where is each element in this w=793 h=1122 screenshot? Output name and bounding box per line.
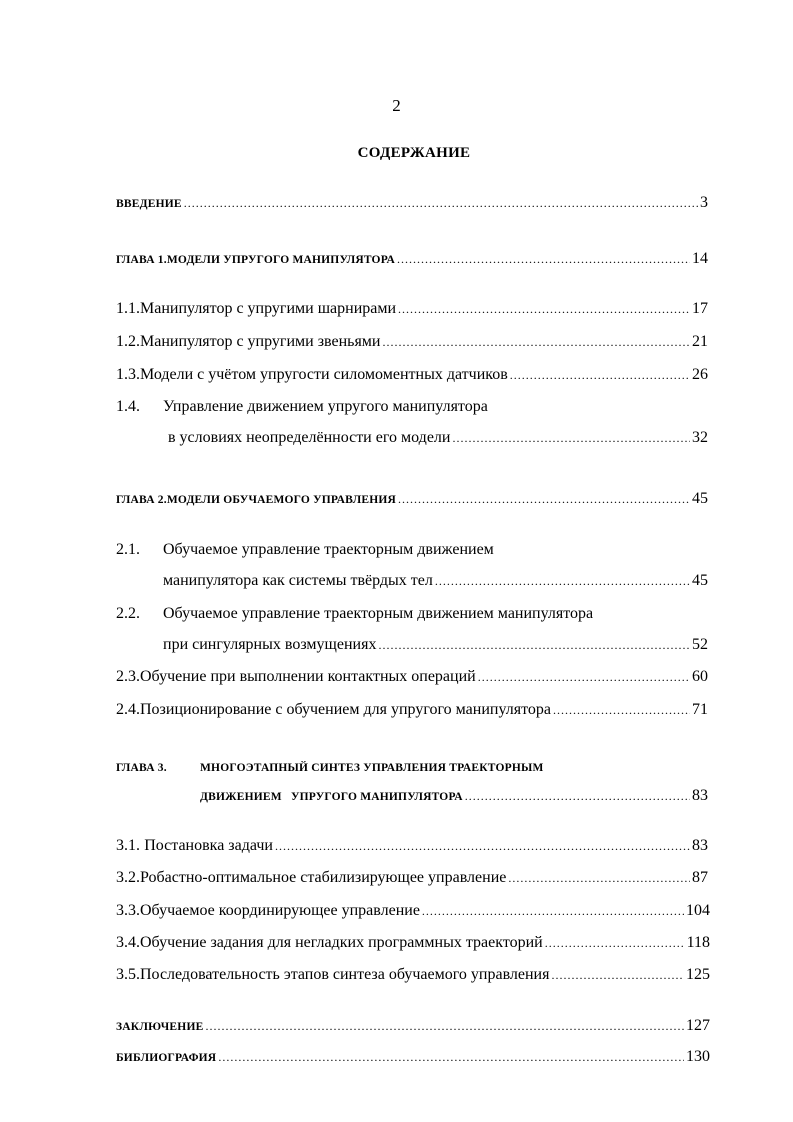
toc-page-number: 83	[692, 837, 708, 854]
toc-section	[116, 603, 708, 625]
section-number: 2.1.	[116, 541, 140, 558]
toc-section	[116, 331, 708, 353]
section-title-continued: манипулятора как системы твёрдых тел	[163, 572, 433, 589]
toc-section-continuation	[163, 570, 708, 592]
dot-leader	[397, 248, 690, 270]
dot-leader	[422, 900, 684, 922]
toc-conclusion	[116, 1015, 710, 1037]
section-number: 1.4.	[116, 398, 140, 415]
toc-section	[116, 867, 708, 889]
toc-page-number: 26	[692, 366, 708, 383]
section-title: Позиционирование с обучением для упругого манипулятора	[140, 701, 551, 718]
section-title-continued: при сингулярных возмущениях	[163, 636, 377, 653]
section-title: Манипулятор с упругими шарнирами	[140, 300, 397, 317]
toc-section	[116, 932, 710, 954]
toc-section	[116, 835, 708, 857]
toc-section	[116, 396, 708, 418]
toc-page-number: 83	[692, 787, 708, 804]
dot-leader	[218, 1046, 684, 1068]
toc-page-number: 130	[686, 1048, 710, 1065]
dot-leader	[545, 932, 685, 954]
toc-section	[116, 699, 708, 721]
toc-section	[116, 364, 708, 386]
toc-section-continuation	[168, 427, 708, 449]
dot-leader	[205, 1015, 684, 1037]
dot-leader	[383, 331, 691, 353]
toc-entry-label: ЗАКЛЮЧЕНИЕ	[116, 1021, 204, 1033]
toc-page-number: 32	[692, 429, 708, 446]
section-number: 1.3.	[116, 366, 140, 383]
toc-page-number: 87	[692, 869, 708, 886]
dot-leader	[478, 666, 690, 688]
section-title: Последовательность этапов синтеза обучаемого управления	[140, 966, 550, 983]
section-number: 3.5.	[116, 966, 140, 983]
toc-page-number: 45	[692, 490, 708, 507]
section-title-continued: в условиях неопределённости его модели	[168, 429, 451, 446]
section-number: 3.2.	[116, 869, 140, 886]
toc-chapter-2	[116, 488, 708, 510]
toc-page-number: 3	[700, 194, 708, 211]
toc-page-number: 60	[692, 668, 708, 685]
section-title: Обучаемое управление траекторным движением	[163, 541, 494, 558]
toc-page-number: 14	[692, 250, 708, 267]
toc-section	[116, 539, 708, 561]
section-number: 2.4.	[116, 701, 140, 718]
toc-page-number: 52	[692, 636, 708, 653]
section-title: Обучаемое координирующее управление	[140, 902, 420, 919]
toc-bibliography	[116, 1046, 710, 1068]
toc-page-number: 125	[686, 966, 710, 983]
toc-chapter-3	[116, 757, 708, 779]
section-title: Робастно-оптимальное стабилизирующее управление	[140, 869, 507, 886]
dot-leader	[553, 699, 690, 721]
chapter-title: МОДЕЛИ ОБУЧАЕМОГО УПРАВЛЕНИЯ	[166, 494, 397, 506]
section-number: 3.4.	[116, 934, 140, 951]
dot-leader	[551, 964, 684, 986]
dot-leader	[435, 570, 690, 592]
toc-section	[116, 298, 708, 320]
section-title: Обучаемое управление траекторным движением манипулятора	[163, 605, 594, 622]
toc-section	[116, 900, 710, 922]
chapter-title-continued: ДВИЖЕНИЕМ УПРУГОГО МАНИПУЛЯТОРА	[200, 791, 463, 803]
chapter-number: ГЛАВА 2.	[116, 494, 167, 506]
toc-entry-label: БИБЛИОГРАФИЯ	[116, 1052, 217, 1064]
dot-leader	[465, 785, 690, 807]
chapter-title: МОДЕЛИ УПРУГОГО МАНИПУЛЯТОРА	[166, 254, 395, 266]
toc-section	[116, 964, 710, 986]
section-number: 3.3.	[116, 902, 140, 919]
toc-page-number: 21	[692, 333, 708, 350]
section-number: 2.2.	[116, 605, 140, 622]
section-title: Манипулятор с упругими звеньями	[140, 333, 381, 350]
page-number: 2	[392, 96, 401, 115]
toc-page-number: 127	[686, 1017, 710, 1034]
dot-leader	[510, 364, 690, 386]
section-title: Управление движением упругого манипулятора	[163, 398, 488, 415]
section-number: 2.3.	[116, 668, 140, 685]
toc-chapter-3-continuation	[200, 785, 708, 807]
toc-entry-label: ВВЕДЕНИЕ	[116, 198, 182, 210]
section-title: Обучение задания для негладких программных траекторий	[140, 934, 543, 951]
section-number: 1.1.	[116, 300, 140, 317]
dot-leader	[398, 488, 690, 510]
chapter-number: ГЛАВА 1.	[116, 254, 167, 266]
page-title: СОДЕРЖАНИЕ	[357, 145, 471, 161]
section-title: Обучение при выполнении контактных операций	[140, 668, 476, 685]
chapter-number: ГЛАВА 3.	[116, 762, 167, 774]
dot-leader	[452, 427, 690, 449]
toc-page-number: 104	[686, 902, 710, 919]
toc-page-number: 118	[686, 934, 710, 951]
toc-section-continuation	[163, 634, 708, 656]
toc-page-number: 45	[692, 572, 708, 589]
dot-leader	[508, 867, 690, 889]
dot-leader	[184, 192, 698, 214]
dot-leader	[378, 634, 690, 656]
toc-intro	[116, 192, 708, 214]
section-title: Модели с учётом упругости силомоментных датчиков	[140, 366, 508, 383]
section-number: 3.1.	[116, 837, 140, 854]
toc-page-number: 17	[692, 300, 708, 317]
toc-section	[116, 666, 708, 688]
dot-leader	[398, 298, 690, 320]
section-number: 1.2.	[116, 333, 140, 350]
toc-chapter-1	[116, 248, 708, 270]
toc-page-number: 71	[692, 701, 708, 718]
section-title: Постановка задачи	[144, 837, 273, 854]
chapter-title: МНОГОЭТАПНЫЙ СИНТЕЗ УПРАВЛЕНИЯ ТРАЕКТОРНЫМ	[200, 762, 544, 774]
dot-leader	[275, 835, 690, 857]
